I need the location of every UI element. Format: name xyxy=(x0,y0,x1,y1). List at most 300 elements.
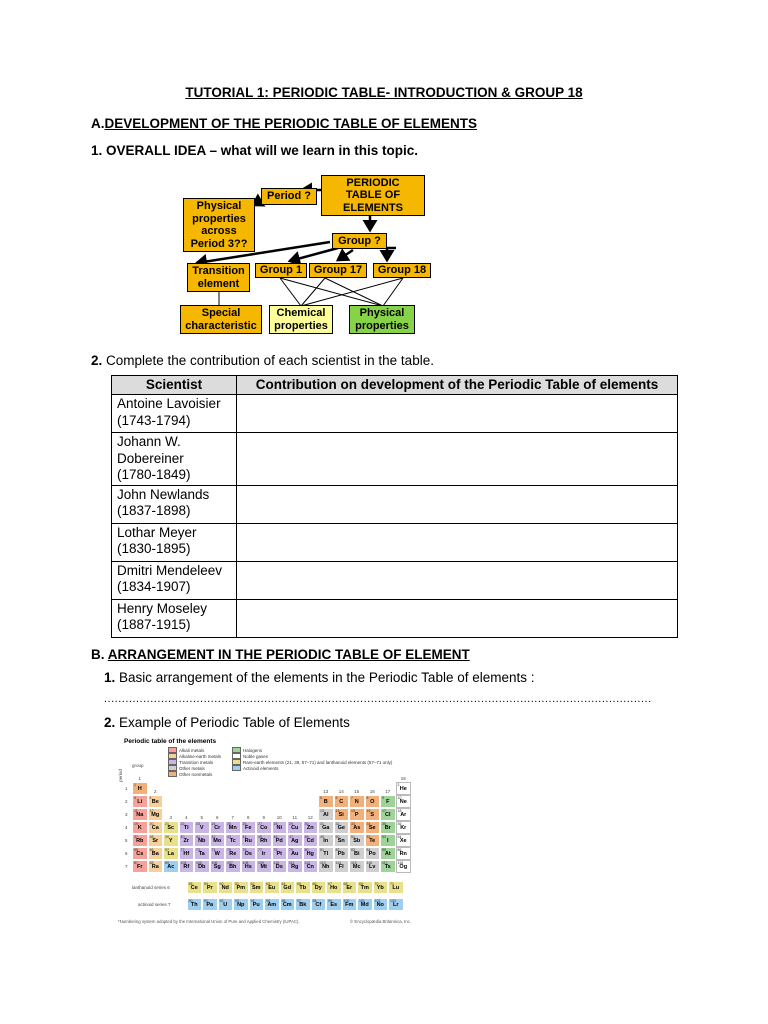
atomic-number: 29 xyxy=(289,822,293,826)
atomic-number: 38 xyxy=(149,835,154,839)
element-symbol: Pd xyxy=(275,838,283,844)
atomic-number: 89 xyxy=(165,861,169,865)
element-cell xyxy=(202,898,218,911)
atomic-number: 86 xyxy=(397,848,402,852)
element-symbol: Mc xyxy=(352,864,361,870)
element-cell xyxy=(256,834,272,847)
atomic-number: 3 xyxy=(134,796,136,800)
element-cell xyxy=(210,847,226,860)
element-symbol: C xyxy=(339,799,344,805)
atomic-number: 60 xyxy=(219,882,224,886)
atomic-number: 8 xyxy=(366,796,369,800)
element-cell xyxy=(272,821,288,834)
element-symbol: Be xyxy=(151,799,159,805)
element-symbol: Md xyxy=(360,902,369,908)
element-symbol: Ti xyxy=(183,825,189,831)
atomic-number: 6 xyxy=(335,796,338,800)
element-cell xyxy=(241,847,257,860)
element-cell xyxy=(218,881,234,894)
element-cell xyxy=(357,881,373,894)
question-b1 xyxy=(104,670,535,685)
legend-label: Actinoid elements xyxy=(243,765,279,771)
element-symbol: Ru xyxy=(244,838,252,844)
question-b2 xyxy=(104,715,350,730)
contribution-cell[interactable] xyxy=(237,433,678,486)
group-number: 12 xyxy=(307,815,313,820)
element-cell xyxy=(303,834,319,847)
element-cell xyxy=(241,834,257,847)
atomic-number: 113 xyxy=(320,861,326,865)
question-2 xyxy=(91,353,434,368)
legend-label: Other nonmetals xyxy=(179,771,213,777)
element-cell xyxy=(334,834,350,847)
table-row xyxy=(112,433,678,486)
element-cell xyxy=(280,881,296,894)
box-physical-across: Physical properties across Period 3?? xyxy=(183,198,255,252)
element-cell xyxy=(210,860,226,873)
element-cell xyxy=(179,834,195,847)
element-cell xyxy=(334,860,350,873)
element-cell xyxy=(334,795,350,808)
atomic-number: 57 xyxy=(165,848,169,852)
element-symbol: Mg xyxy=(151,812,160,818)
atomic-number: 20 xyxy=(149,822,154,826)
box-transition: Transition element xyxy=(187,263,250,292)
element-cell xyxy=(380,808,396,821)
atomic-number: 58 xyxy=(188,882,193,886)
atomic-number: 64 xyxy=(281,882,286,886)
element-cell xyxy=(318,808,334,821)
atomic-number: 94 xyxy=(250,899,255,903)
period-number: 1 xyxy=(125,786,128,791)
element-symbol: Gd xyxy=(283,885,292,891)
atomic-number: 73 xyxy=(196,848,200,852)
element-cell xyxy=(132,834,148,847)
element-symbol: Yb xyxy=(376,885,384,891)
atomic-number: 59 xyxy=(204,882,208,886)
period-number: 6 xyxy=(125,851,128,856)
figure-footnote: *Numbering system adopted by the International Union of Pure and Applied Chemistry (IUPAC). xyxy=(118,919,300,924)
atomic-number: 34 xyxy=(366,822,371,826)
scientist-name: Lothar Meyer xyxy=(117,524,197,540)
atomic-number: 4 xyxy=(149,796,152,800)
group-number: 7 xyxy=(231,815,234,820)
atomic-number: 81 xyxy=(320,848,324,852)
legend-label: Halogens xyxy=(243,747,263,753)
element-symbol: Lu xyxy=(392,885,400,891)
scientist-name: Antoine Lavoisier xyxy=(117,396,221,411)
contribution-cell[interactable] xyxy=(237,485,678,523)
legend-label: Transition metals xyxy=(179,759,214,765)
element-symbol: Ir xyxy=(261,851,266,857)
atomic-number: 36 xyxy=(397,822,402,826)
element-symbol: Ge xyxy=(337,825,345,831)
atomic-number: 88 xyxy=(149,861,154,865)
scientist-table xyxy=(111,375,678,638)
element-symbol: At xyxy=(384,851,391,857)
atomic-number: 116 xyxy=(366,861,373,865)
legend-item xyxy=(168,771,212,777)
element-symbol: Sn xyxy=(337,838,345,844)
question-2-number: 2. xyxy=(91,353,103,368)
atomic-number: 47 xyxy=(289,835,293,839)
element-symbol: N xyxy=(354,799,359,805)
element-cell xyxy=(132,782,148,795)
table-row xyxy=(112,523,678,561)
atomic-number: 46 xyxy=(273,835,278,839)
element-cell xyxy=(388,881,404,894)
atomic-number: 70 xyxy=(374,882,379,886)
element-cell xyxy=(287,834,303,847)
element-symbol: Pb xyxy=(337,851,345,857)
element-symbol: Pm xyxy=(236,885,246,891)
element-cell xyxy=(380,860,396,873)
atomic-number: 15 xyxy=(351,809,355,813)
element-cell xyxy=(179,860,195,873)
scientist-cell xyxy=(112,433,237,486)
group-number: 18 xyxy=(400,776,406,781)
scientist-name: Henry Moseley xyxy=(117,600,208,616)
element-cell xyxy=(287,821,303,834)
element-cell xyxy=(380,795,396,808)
element-symbol: Hs xyxy=(244,864,252,870)
atomic-number: 99 xyxy=(328,899,332,903)
box-chemical: Chemical properties xyxy=(269,305,333,334)
element-symbol: Tc xyxy=(229,838,236,844)
element-symbol: Bi xyxy=(354,851,360,857)
element-cell xyxy=(187,898,203,911)
atomic-number: 54 xyxy=(397,835,402,839)
atomic-number: 31 xyxy=(320,822,324,826)
element-symbol: Es xyxy=(330,902,338,908)
element-symbol: Cm xyxy=(282,902,292,908)
atomic-number: 112 xyxy=(304,861,311,865)
atomic-number: 106 xyxy=(211,861,218,865)
element-cell xyxy=(249,881,265,894)
element-symbol: Te xyxy=(369,838,376,844)
element-cell xyxy=(148,834,164,847)
atomic-number: 45 xyxy=(258,835,262,839)
atomic-number: 43 xyxy=(227,835,231,839)
atomic-number: 63 xyxy=(266,882,270,886)
legend-label: Rare-earth elements (21, 39, 57–71) and lanthanoid elements (57–71 only) xyxy=(243,759,393,765)
element-cell xyxy=(179,847,195,860)
element-cell xyxy=(194,821,210,834)
element-symbol: Fl xyxy=(338,864,344,870)
element-symbol: Tb xyxy=(299,885,307,891)
element-cell xyxy=(287,847,303,860)
atomic-number: 87 xyxy=(134,861,138,865)
group-number: 1 xyxy=(138,776,141,781)
element-cell xyxy=(396,860,412,873)
group-number: 11 xyxy=(292,815,298,820)
atomic-number: 40 xyxy=(180,835,185,839)
element-symbol: Nh xyxy=(322,864,330,870)
contribution-cell[interactable] xyxy=(237,395,678,433)
atomic-number: 41 xyxy=(196,835,200,839)
element-cell xyxy=(163,860,179,873)
element-symbol: Al xyxy=(323,812,329,818)
element-cell xyxy=(334,808,350,821)
element-cell xyxy=(218,898,234,911)
atomic-number: 115 xyxy=(351,861,357,865)
element-symbol: Bh xyxy=(229,864,237,870)
element-symbol: Sc xyxy=(167,825,175,831)
element-cell xyxy=(194,847,210,860)
element-symbol: Cl xyxy=(385,812,391,818)
element-symbol: Cu xyxy=(291,825,299,831)
element-cell xyxy=(380,847,396,860)
box-periodic-table: PERIODIC TABLE OF ELEMENTS xyxy=(321,175,425,216)
atomic-number: 114 xyxy=(335,861,342,865)
group-number: 14 xyxy=(338,789,344,794)
element-symbol: S xyxy=(370,812,375,818)
answer-line[interactable]: .......................................................................................................................................................... xyxy=(104,693,652,705)
element-symbol: In xyxy=(323,838,329,844)
atomic-number: 32 xyxy=(335,822,340,826)
period-number: 7 xyxy=(125,864,128,869)
element-cell xyxy=(357,898,373,911)
group-axis-label: group xyxy=(131,763,144,768)
period-number: 5 xyxy=(125,838,128,843)
atomic-number: 82 xyxy=(335,848,340,852)
table-row xyxy=(112,395,678,433)
element-cell xyxy=(225,834,241,847)
element-symbol: Lr xyxy=(393,902,399,908)
element-cell xyxy=(148,808,164,821)
element-symbol: He xyxy=(399,786,407,792)
element-cell xyxy=(264,881,280,894)
element-cell xyxy=(396,808,412,821)
element-symbol: O xyxy=(370,799,375,805)
period-axis-label: period xyxy=(117,769,123,782)
scientist-years: (1780-1849) xyxy=(117,467,191,482)
element-cell xyxy=(349,808,365,821)
atomic-number: 2 xyxy=(397,783,400,787)
atomic-number: 13 xyxy=(320,809,324,813)
scientist-cell xyxy=(112,395,237,433)
atomic-number: 17 xyxy=(382,809,386,813)
element-cell xyxy=(163,847,179,860)
atomic-number: 56 xyxy=(149,848,154,852)
element-symbol: Ag xyxy=(291,838,299,844)
element-cell xyxy=(303,821,319,834)
atomic-number: 62 xyxy=(250,882,255,886)
atomic-number: 84 xyxy=(366,848,371,852)
element-symbol: Os xyxy=(244,851,252,857)
element-cell xyxy=(365,860,381,873)
element-cell xyxy=(396,795,412,808)
atomic-number: 102 xyxy=(374,899,381,903)
element-cell xyxy=(326,898,342,911)
atomic-number: 28 xyxy=(273,822,278,826)
legend-label: Alkaline-earth metals xyxy=(179,753,222,759)
element-cell xyxy=(256,860,272,873)
element-symbol: Rf xyxy=(183,864,190,870)
element-symbol: Sm xyxy=(251,885,261,891)
atomic-number: 68 xyxy=(343,882,348,886)
element-symbol: Db xyxy=(198,864,206,870)
element-cell xyxy=(210,834,226,847)
element-symbol: B xyxy=(323,799,328,805)
element-symbol: Zn xyxy=(306,825,314,831)
scientist-cell xyxy=(112,599,237,637)
element-cell xyxy=(225,821,241,834)
element-symbol: V xyxy=(199,825,204,831)
section-b-heading xyxy=(91,647,470,662)
period-number: 4 xyxy=(125,825,128,830)
element-cell xyxy=(280,898,296,911)
atomic-number: 9 xyxy=(382,796,384,800)
atomic-number: 55 xyxy=(134,848,138,852)
legend-label: Noble gases xyxy=(243,753,269,759)
atomic-number: 53 xyxy=(382,835,386,839)
element-cell xyxy=(396,834,412,847)
element-cell xyxy=(295,898,311,911)
contribution-cell[interactable] xyxy=(237,561,678,599)
element-cell xyxy=(132,795,148,808)
contribution-cell[interactable] xyxy=(237,599,678,637)
element-cell xyxy=(272,847,288,860)
element-cell xyxy=(349,847,365,860)
atomic-number: 71 xyxy=(390,882,394,886)
element-symbol: Cf xyxy=(315,902,322,908)
atomic-number: 7 xyxy=(351,796,353,800)
element-symbol: Og xyxy=(399,864,408,870)
page-title: TUTORIAL 1: PERIODIC TABLE- INTRODUCTION & GROUP 18 xyxy=(185,85,583,100)
element-cell xyxy=(148,821,164,834)
box-physical: Physical properties xyxy=(349,305,415,334)
atomic-number: 109 xyxy=(258,861,264,865)
atomic-number: 77 xyxy=(258,848,262,852)
element-cell xyxy=(210,821,226,834)
element-symbol: Se xyxy=(368,825,376,831)
element-symbol: Tl xyxy=(323,851,329,857)
atomic-number: 96 xyxy=(281,899,286,903)
atomic-number: 67 xyxy=(328,882,332,886)
scientist-name: John Newlands xyxy=(117,486,210,502)
element-cell xyxy=(349,834,365,847)
atomic-number: 39 xyxy=(165,835,169,839)
atomic-number: 74 xyxy=(211,848,216,852)
atomic-number: 27 xyxy=(258,822,262,826)
atomic-number: 78 xyxy=(273,848,278,852)
element-cell xyxy=(365,821,381,834)
scientist-years: (1743-1794) xyxy=(117,412,191,428)
atomic-number: 5 xyxy=(320,796,322,800)
element-cell xyxy=(365,795,381,808)
element-symbol: Sb xyxy=(353,838,361,844)
element-symbol: Mo xyxy=(213,838,222,844)
element-cell xyxy=(349,795,365,808)
element-cell xyxy=(256,821,272,834)
element-symbol: Er xyxy=(346,885,353,891)
group-number: 9 xyxy=(262,815,265,820)
element-symbol: Ni xyxy=(276,825,282,831)
question-b2-number: 2. xyxy=(104,715,116,730)
atomic-number: 10 xyxy=(397,796,402,800)
box-period: Period ? xyxy=(261,188,317,205)
element-cell xyxy=(287,860,303,873)
atomic-number: 107 xyxy=(227,861,233,865)
element-cell xyxy=(303,847,319,860)
element-symbol: Rn xyxy=(399,851,407,857)
element-cell xyxy=(233,881,249,894)
group-number: 4 xyxy=(184,815,188,820)
element-cell xyxy=(187,881,203,894)
element-cell xyxy=(148,860,164,873)
element-cell xyxy=(318,834,334,847)
scientist-name: Johann W. Dobereiner xyxy=(117,434,184,466)
atomic-number: 14 xyxy=(335,809,340,813)
atomic-number: 100 xyxy=(343,899,350,903)
element-symbol: Cr xyxy=(214,825,221,831)
atomic-number: 110 xyxy=(273,861,280,865)
scientist-years: (1834-1907) xyxy=(117,579,191,594)
atomic-number: 92 xyxy=(219,899,224,903)
atomic-number: 85 xyxy=(382,848,386,852)
element-symbol: Ce xyxy=(190,885,198,891)
element-cell xyxy=(272,834,288,847)
group-number: 17 xyxy=(385,789,391,794)
element-cell xyxy=(132,808,148,821)
element-symbol: Sr xyxy=(152,838,159,844)
element-cell xyxy=(326,881,342,894)
element-cell xyxy=(334,821,350,834)
scientist-cell xyxy=(112,561,237,599)
contribution-cell[interactable] xyxy=(237,523,678,561)
question-b1-number: 1. xyxy=(104,670,116,685)
element-cell xyxy=(373,881,389,894)
element-cell xyxy=(318,821,334,834)
element-cell xyxy=(396,821,412,834)
atomic-number: 90 xyxy=(188,899,193,903)
element-symbol: Zr xyxy=(183,838,189,844)
table-header-row xyxy=(112,376,678,395)
element-cell xyxy=(256,847,272,860)
element-cell xyxy=(295,881,311,894)
element-cell xyxy=(396,782,412,795)
element-cell xyxy=(163,821,179,834)
element-symbol: Nb xyxy=(198,838,206,844)
element-cell xyxy=(380,834,396,847)
element-symbol: Ne xyxy=(399,799,407,805)
group-number: 6 xyxy=(215,815,219,820)
atomic-number: 16 xyxy=(366,809,371,813)
element-symbol: Rh xyxy=(260,838,268,844)
atomic-number: 42 xyxy=(211,835,216,839)
box-group1: Group 1 xyxy=(255,263,307,278)
atomic-number: 66 xyxy=(312,882,317,886)
group-number: 15 xyxy=(354,789,360,794)
element-symbol: As xyxy=(353,825,361,831)
element-symbol: Nd xyxy=(221,885,229,891)
legend-label: Other metals xyxy=(179,765,205,771)
element-symbol: Si xyxy=(338,812,344,818)
box-group17: Group 17 xyxy=(309,263,367,278)
atomic-number: 80 xyxy=(304,848,309,852)
atomic-number: 76 xyxy=(242,848,247,852)
group-number: 3 xyxy=(169,815,172,820)
element-symbol: Cd xyxy=(306,838,314,844)
element-symbol: Ts xyxy=(384,864,391,870)
element-cell xyxy=(311,881,327,894)
element-cell xyxy=(334,847,350,860)
element-symbol: K xyxy=(137,825,142,831)
atomic-number: 91 xyxy=(204,899,208,903)
element-cell xyxy=(249,898,265,911)
atomic-number: 79 xyxy=(289,848,293,852)
